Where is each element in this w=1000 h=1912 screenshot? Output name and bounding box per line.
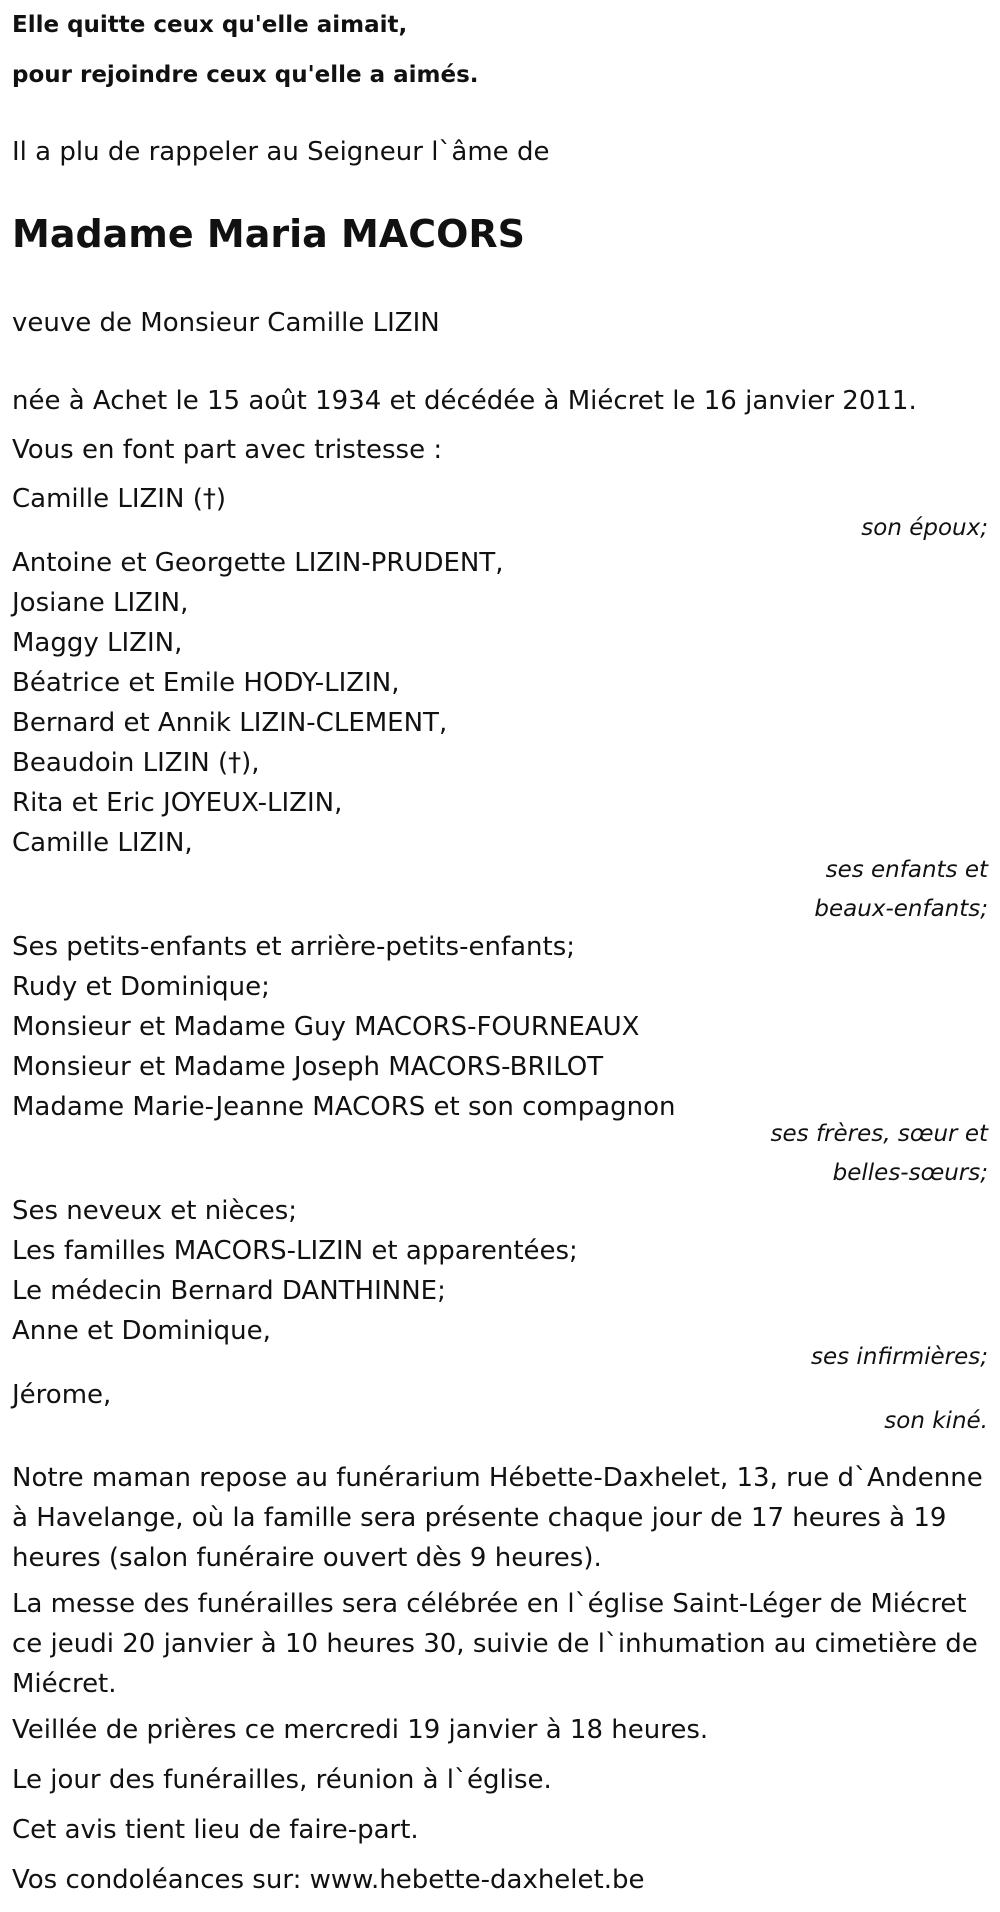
child-row: Josiane LIZIN, [12, 588, 189, 618]
child-row: Bernard et Annik LIZIN-CLEMENT, [12, 708, 448, 738]
sibling-row: Rudy et Dominique; [12, 972, 270, 1002]
children-relation-line-2: beaux-enfants; [814, 896, 988, 922]
epigraph [12, 0, 479, 100]
sibling-row: Monsieur et Madame Guy MACORS-FOURNEAUX [12, 1012, 640, 1042]
epigraph-line-2: pour rejoindre ceux qu'elle a aimés. [12, 62, 479, 88]
physio-relation: son kiné. [884, 1408, 988, 1434]
meeting-paragraph: Le jour des funérailles, réunion à l`église. [12, 1765, 552, 1795]
birth-death: née à Achet le 15 août 1934 et décédée à Miécret le 16 janvier 2011. [12, 386, 917, 416]
notice-paragraph: Cet avis tient lieu de faire-part. [12, 1815, 419, 1845]
sibling-row: Monsieur et Madame Joseph MACORS-BRILOT [12, 1052, 604, 1082]
other-row: Les familles MACORS-LIZIN et apparentées; [12, 1236, 578, 1266]
other-row: Ses neveux et nièces; [12, 1196, 298, 1226]
physio-name: Jérome, [12, 1380, 112, 1410]
epigraph-line-1: Elle quitte ceux qu'elle aimait, [12, 12, 408, 38]
other-row: Le médecin Bernard DANTHINNE; [12, 1276, 446, 1306]
intro-text: Il a plu de rappeler au Seigneur l`âme de [12, 137, 550, 167]
child-row: Maggy LIZIN, [12, 628, 183, 658]
child-row: Rita et Eric JOYEUX-LIZIN, [12, 788, 343, 818]
child-row: Béatrice et Emile HODY-LIZIN, [12, 668, 400, 698]
other-row: Anne et Dominique, [12, 1316, 271, 1346]
widow-of: veuve de Monsieur Camille LIZIN [12, 308, 440, 338]
others-relation: ses infirmières; [811, 1344, 988, 1370]
deceased-name: Madame Maria MACORS [12, 212, 526, 256]
announce: Vous en font part avec tristesse : [12, 435, 443, 465]
siblings-relation-line-1: ses frères, sœur et [770, 1121, 988, 1147]
spouse-name: Camille LIZIN (†) [12, 484, 226, 514]
siblings-relation-line-2: belles-sœurs; [832, 1160, 988, 1186]
children-relation-line-1: ses enfants et [825, 857, 988, 883]
child-row: Camille LIZIN, [12, 828, 193, 858]
spouse-relation: son époux; [861, 515, 988, 541]
child-row: Antoine et Georgette LIZIN-PRUDENT, [12, 548, 504, 578]
siblings-relation [771, 1115, 988, 1193]
vigil-paragraph: Veillée de prières ce mercredi 19 janvier à 18 heures. [12, 1715, 709, 1745]
sibling-row: Madame Marie-Jeanne MACORS et son compagnon [12, 1092, 676, 1122]
condolences-paragraph: Vos condoléances sur: www.hebette-daxhelet.be [12, 1865, 645, 1895]
children-relation [814, 851, 988, 929]
mass-paragraph: La messe des funérailles sera célébrée en l`église Saint-Léger de Miécret ce jeudi 20 janvier à 10 heures 30, suivie de l`inhumation au cimetière de Miécret. [12, 1589, 978, 1699]
funeral-home-paragraph: Notre maman repose au funérarium Hébette-Daxhelet, 13, rue d`Andenne à Havelange, où la famille sera présente chaque jour de 17 heures à 19 heures (salon funéraire ouvert dès 9 heures). [12, 1463, 983, 1573]
sibling-row: Ses petits-enfants et arrière-petits-enfants; [12, 932, 575, 962]
child-row: Beaudoin LIZIN (†), [12, 748, 260, 778]
